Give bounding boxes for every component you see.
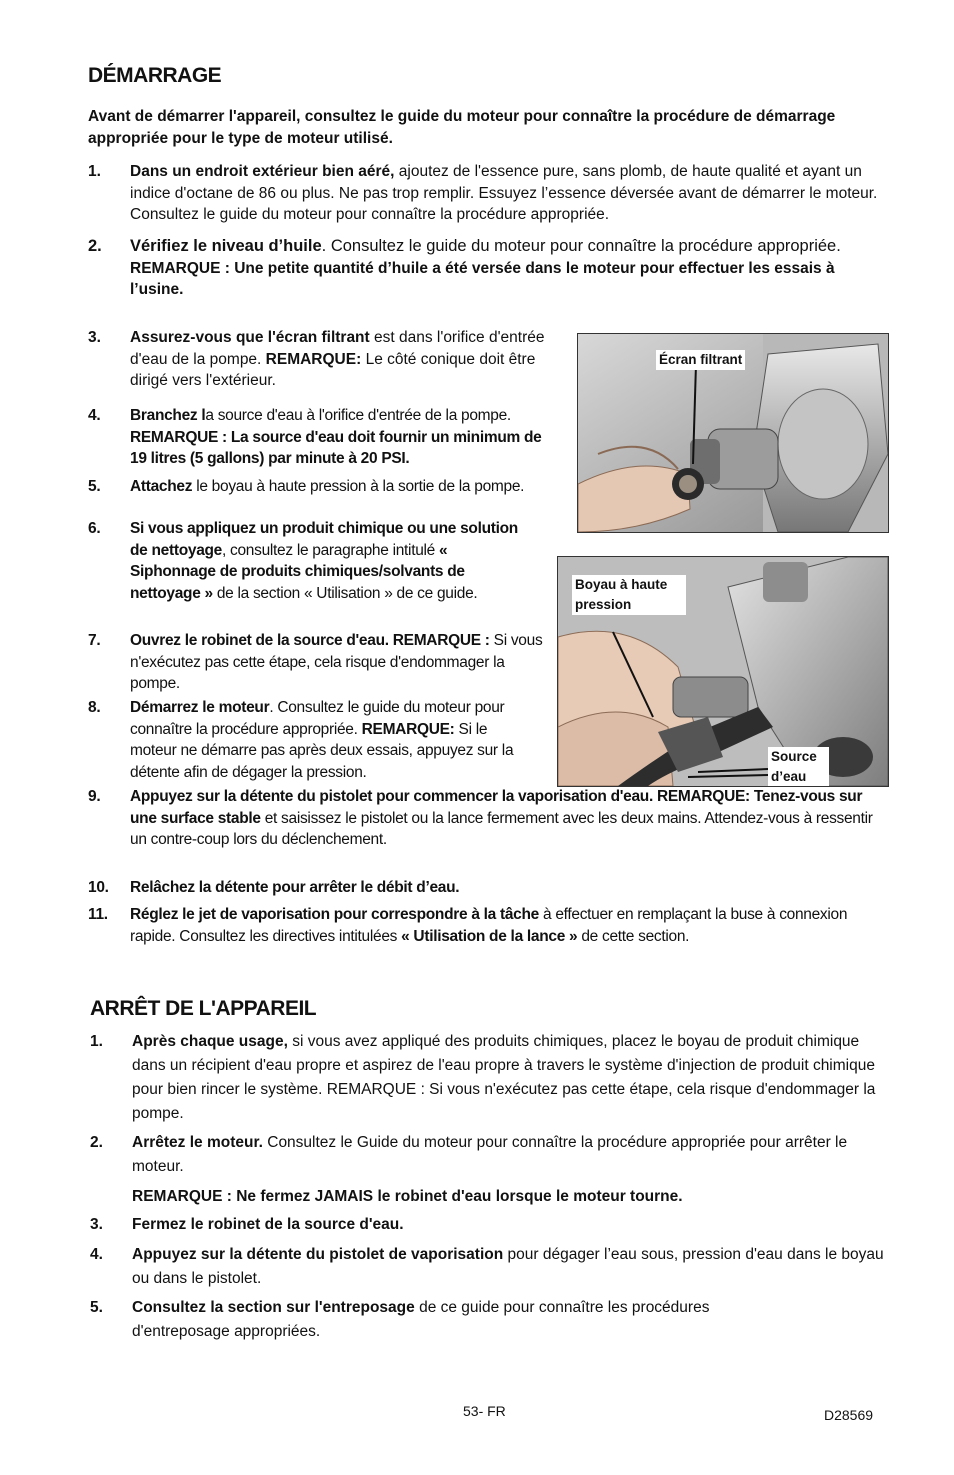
item-number: 1. bbox=[90, 1033, 103, 1050]
item-number: 3. bbox=[88, 329, 101, 346]
item-text: Consultez le Guide du moteur pour connaître la procédure appropriée pour arrêter le moteur. bbox=[132, 1134, 848, 1175]
item-note: REMARQUE : Une petite quantité d’huile a été versée dans le moteur pour effectuer les essais à l’usine. bbox=[130, 259, 835, 298]
item-number: 5. bbox=[90, 1299, 103, 1316]
item-text: si vous avez appliqué des produits chimiques, placez le boyau de produit chimique dans un récipient d'eau propre et aspirez de l'eau propre à travers le système d'injection de produit chimique pour bien rincer le système. REMARQUE : Si vous n'exécutez pas cette étape, cela risque d'endommager la pompe. bbox=[132, 1033, 876, 1122]
item-bold-text: REMARQUE : La source d'eau doit fournir un minimum de 19 litres (5 gallons) par minute à 20 PSI. bbox=[130, 428, 542, 467]
item-number: 4. bbox=[88, 407, 101, 424]
item-bold-text: REMARQUE: bbox=[265, 350, 362, 368]
item-number: 10. bbox=[88, 879, 109, 896]
list-item bbox=[88, 405, 558, 470]
item-text: , consultez le paragraphe intitulé bbox=[222, 541, 439, 559]
item-bold-text: Fermez le robinet de la source d'eau. bbox=[132, 1216, 404, 1233]
callout-filter-screen: Écran filtrant bbox=[656, 350, 745, 370]
list-item bbox=[90, 1243, 890, 1291]
list-item bbox=[88, 877, 888, 899]
intro-paragraph: Avant de démarrer l'appareil, consultez le guide du moteur pour connaître la procédure de démarrage appropriée pour le type de moteur utilisé. bbox=[88, 108, 836, 147]
item-number: 7. bbox=[88, 632, 101, 649]
item-bold-text: « Siphonnage de produits chimiques/solvants de nettoyage » bbox=[130, 541, 465, 602]
item-number: 11. bbox=[88, 906, 108, 923]
item-bold-text: Appuyez sur la détente du pistolet pour commencer la vaporisation d'eau. REMARQUE: Tenez-vous sur une surface stable bbox=[130, 788, 863, 827]
list-item bbox=[88, 327, 558, 392]
item-text: ajoutez de l'essence pure, sans plomb, de haute qualité et ayant un indice d'octane de 86 ou plus. Ne pas trop remplir. Essuyez l’essence déversée avant de démarrer le moteur. Consultez le guide du moteur pour connaître la procédure appropriée. bbox=[130, 163, 878, 223]
item-text: a source d'eau à l'orifice d'entrée de la pompe. bbox=[205, 407, 511, 424]
item-bold-text: Dans un endroit extérieur bien aéré, bbox=[130, 163, 395, 180]
item-text: Si vous n'exécutez pas cette étape, cela risque d'endommager la pompe. bbox=[130, 632, 543, 692]
document-code: D28569 bbox=[824, 1407, 874, 1423]
section-title-arret: ARRÊT DE L'APPAREIL bbox=[90, 997, 317, 1020]
item-bold-text: Appuyez sur la détente du pistolet de vaporisation bbox=[132, 1246, 504, 1263]
list-item bbox=[90, 1296, 810, 1344]
item-text: pour dégager l’eau sous, pression d'eau dans le boyau ou dans le pistolet. bbox=[132, 1246, 884, 1287]
item-bold-text: Vérifiez le niveau d’huile bbox=[130, 237, 322, 255]
item-number: 8. bbox=[88, 699, 101, 716]
item-number: 1. bbox=[88, 163, 101, 180]
item-number: 2. bbox=[90, 1134, 103, 1151]
item-bold-text: Relâchez la détente pour arrêter le débit d’eau. bbox=[130, 879, 460, 896]
item-text: et saisissez le pistolet ou la lance fermement avec les deux mains. Attendez-vous à ressentir un contre-coup lors du déclenchement. bbox=[130, 809, 873, 848]
item-text: Le côté conique doit être dirigé vers l'extérieur. bbox=[130, 350, 536, 389]
list-item bbox=[88, 476, 548, 498]
list-item bbox=[90, 1131, 890, 1209]
item-text: . Consultez le guide du moteur pour connaître la procédure appropriée. bbox=[130, 699, 505, 738]
item-bold-text: Branchez l bbox=[130, 407, 206, 424]
item-number: 5. bbox=[88, 478, 101, 495]
page-number: 53- FR bbox=[463, 1403, 506, 1419]
item-text: . Consultez le guide du moteur pour connaître la procédure appropriée. bbox=[321, 237, 841, 255]
item-bold-text: Ouvrez le robinet de la source d'eau. REMARQUE : bbox=[130, 632, 490, 649]
item-number: 2. bbox=[88, 237, 102, 255]
item-number: 4. bbox=[90, 1246, 103, 1263]
callout-high-pressure-hose: Boyau à haute pression bbox=[572, 575, 686, 615]
item-number: 9. bbox=[88, 788, 101, 805]
item-text: à effectuer en remplaçant la buse à connexion rapide. Consultez les directives intitulées bbox=[130, 906, 848, 945]
list-item bbox=[88, 236, 878, 300]
item-bold-text: Assurez-vous que l'écran filtrant bbox=[130, 329, 370, 346]
item-bold-text: Démarrez le moteur bbox=[130, 699, 270, 716]
list-item bbox=[90, 1030, 890, 1126]
list-item bbox=[88, 161, 893, 226]
item-bold-text: Attachez bbox=[130, 478, 193, 495]
item-text: le boyau à haute pression à la sortie de la pompe. bbox=[192, 478, 525, 495]
item-bold-text: Réglez le jet de vaporisation pour correspondre à la tâche bbox=[130, 906, 539, 923]
item-bold-text: Arrêtez le moteur. bbox=[132, 1134, 263, 1151]
item-bold-text: Après chaque usage, bbox=[132, 1033, 288, 1050]
item-text: Si le moteur ne démarre pas après deux essais, appuyez sur la détente afin de dégager la pression. bbox=[130, 720, 514, 781]
item-text: de ce guide pour connaître les procédures d'entreposage appropriées. bbox=[132, 1299, 710, 1340]
list-item bbox=[90, 1213, 890, 1237]
item-bold-text: Si vous appliquez un produit chimique ou une solution de nettoyage bbox=[130, 520, 518, 559]
list-item bbox=[88, 518, 518, 604]
callout-water-source: Source d’eau bbox=[768, 747, 829, 787]
item-text: de la section « Utilisation » de ce guide. bbox=[212, 584, 478, 602]
photo-hose-connection bbox=[557, 556, 889, 787]
item-bold-text: « Utilisation de la lance » bbox=[401, 927, 578, 945]
list-item bbox=[88, 697, 528, 783]
list-item bbox=[88, 904, 888, 947]
section-title-demarrage: DÉMARRAGE bbox=[88, 64, 222, 87]
item-number: 3. bbox=[90, 1216, 103, 1233]
list-item bbox=[88, 786, 888, 851]
item-bold-text: Consultez la section sur l'entreposage bbox=[132, 1299, 415, 1316]
item-note: REMARQUE : Ne fermez JAMAIS le robinet d'eau lorsque le moteur tourne. bbox=[132, 1188, 683, 1205]
item-text: est dans l'orifice d'entrée d'eau de la pompe. bbox=[130, 329, 545, 368]
list-item bbox=[88, 630, 543, 695]
item-text: de cette section. bbox=[577, 927, 690, 945]
photo-water-filter-screen bbox=[577, 333, 889, 533]
item-bold-text: REMARQUE: bbox=[361, 720, 455, 738]
item-number: 6. bbox=[88, 520, 101, 537]
